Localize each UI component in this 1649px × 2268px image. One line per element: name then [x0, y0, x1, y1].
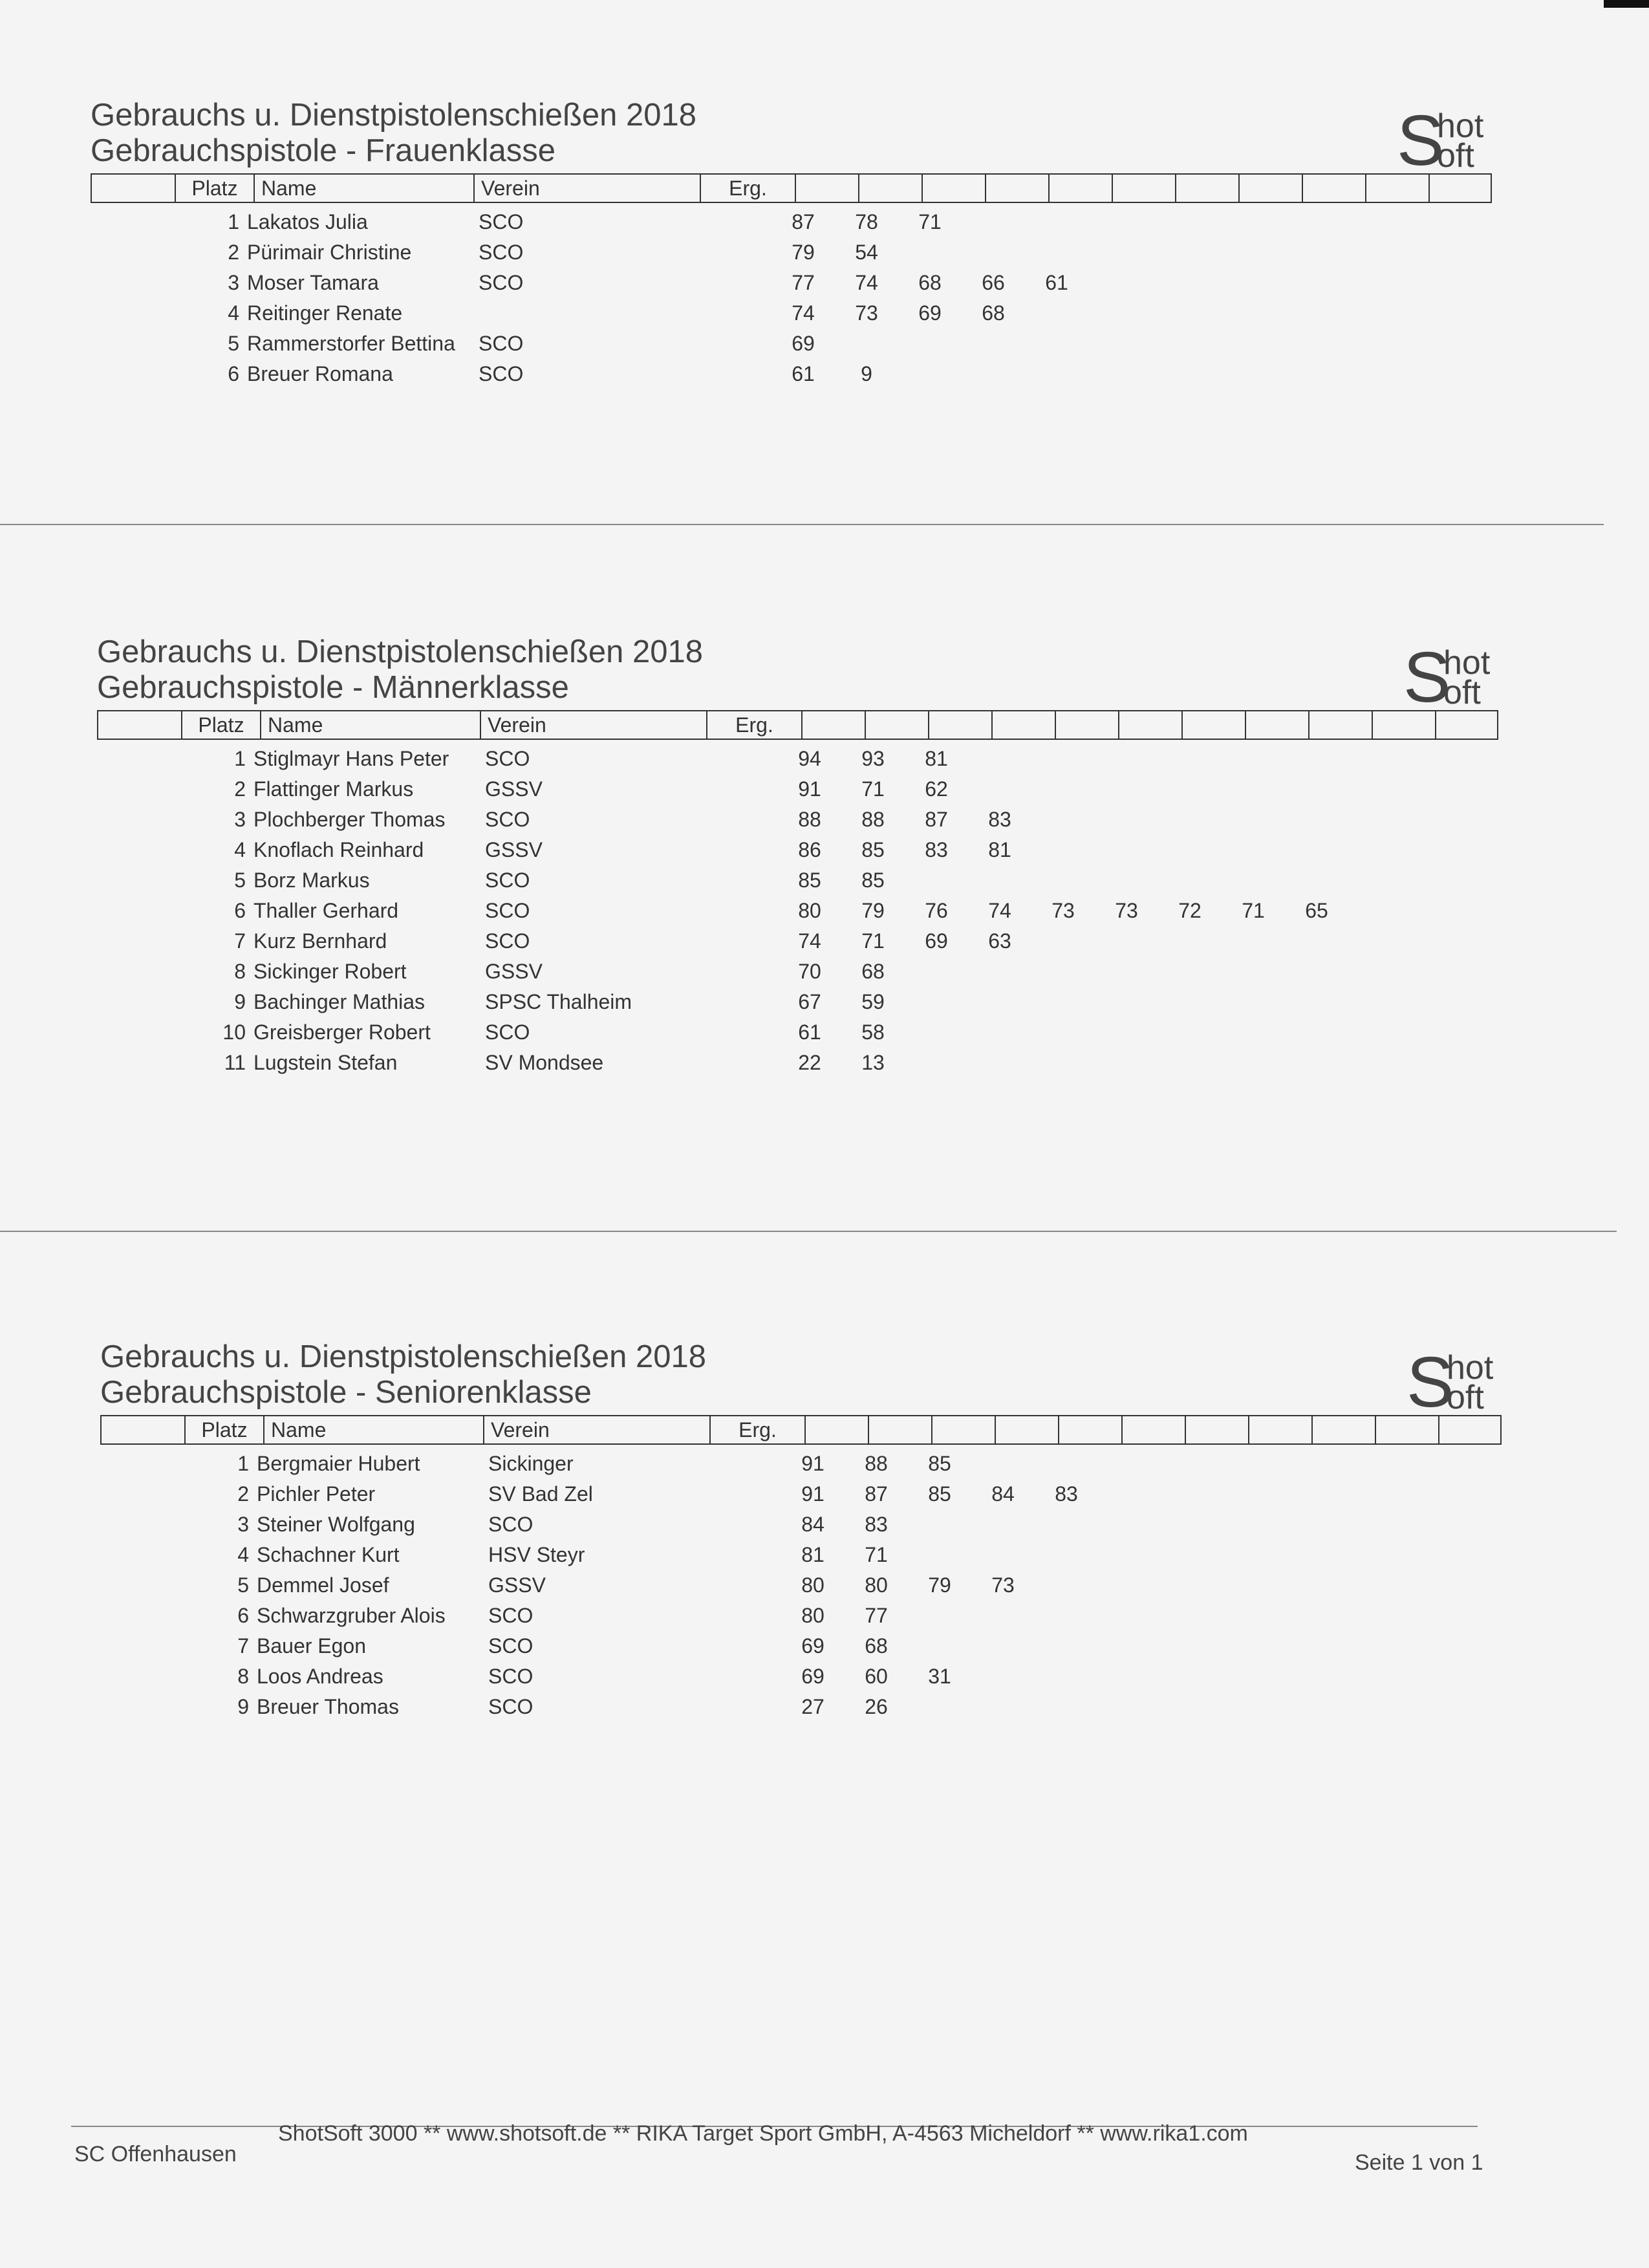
series-score-cell: 88 [865, 1452, 888, 1475]
series-score-cell: 78 [855, 210, 878, 233]
shotsoft-logo [1403, 640, 1520, 711]
table-row [97, 805, 1520, 835]
table-row [100, 1661, 1523, 1692]
table-header [97, 710, 1520, 742]
series-score-cell: 60 [865, 1665, 888, 1688]
column-header-empty [931, 1415, 995, 1445]
column-header-empty [1048, 173, 1112, 203]
column-header-empty [1112, 173, 1175, 203]
rank-cell: 1 [237, 1452, 249, 1475]
series-score-cell: 59 [861, 990, 885, 1013]
table-row [97, 744, 1520, 774]
name-cell: Lugstein Stefan [253, 1051, 398, 1074]
column-header-erg: Erg. [706, 710, 801, 740]
column-header-empty [1181, 710, 1245, 740]
column-header-empty [804, 1415, 868, 1445]
series-score-cell: 83 [1055, 1482, 1078, 1506]
club-cell: SCO [488, 1634, 534, 1658]
result-cell: 91 [798, 777, 821, 801]
column-header-verein: Verein [480, 710, 706, 740]
table-row [100, 1570, 1523, 1601]
column-header-platz: Platz [175, 173, 253, 203]
column-header-empty [985, 173, 1048, 203]
name-cell: Borz Markus [253, 869, 370, 892]
table-row [91, 268, 1513, 298]
rank-cell: 6 [237, 1604, 249, 1627]
result-cell: 86 [798, 838, 821, 861]
series-score-cell: 71 [865, 1543, 888, 1566]
section-title: Gebrauchs u. Dienstpistolenschießen 2018 [100, 1339, 707, 1374]
rank-cell: 1 [234, 747, 246, 770]
series-score-cell: 87 [865, 1482, 888, 1506]
club-cell: SCO [488, 1513, 534, 1536]
svg-text:hot: hot [1443, 644, 1491, 682]
rank-cell: 2 [228, 241, 239, 264]
table-row [97, 956, 1520, 987]
club-cell: Sickinger [488, 1452, 574, 1475]
column-header-empty [100, 1415, 184, 1445]
rank-cell: 7 [237, 1634, 249, 1658]
series-score-cell: 9 [861, 362, 872, 385]
column-header-empty [858, 173, 921, 203]
column-header-empty [1438, 1415, 1502, 1445]
column-header-empty [1302, 173, 1365, 203]
table-row [91, 329, 1513, 359]
section-maennerklasse [97, 634, 1520, 1086]
table-row [100, 1509, 1523, 1540]
column-header-empty [1435, 710, 1498, 740]
club-cell: SCO [485, 899, 530, 922]
club-cell: SV Bad Zel [488, 1482, 593, 1506]
club-cell: GSSV [485, 777, 543, 801]
club-cell: SCO [488, 1665, 534, 1688]
club-cell: SPSC Thalheim [485, 990, 632, 1013]
result-cell: 91 [801, 1482, 824, 1506]
name-cell: Greisberger Robert [253, 1021, 431, 1044]
name-cell: Pürimair Christine [247, 241, 412, 264]
result-cell: 79 [792, 241, 815, 264]
name-cell: Rammerstorfer Bettina [247, 332, 455, 355]
rank-cell: 3 [228, 271, 239, 294]
svg-text:hot: hot [1437, 107, 1484, 145]
footer-club: SC Offenhausen [74, 2142, 237, 2166]
series-score-cell: 79 [928, 1573, 951, 1597]
section-subtitle: Gebrauchspistole - Männerklasse [97, 670, 569, 705]
result-cell: 70 [798, 960, 821, 983]
svg-text:oft: oft [1437, 137, 1474, 175]
series-score-cell: 85 [928, 1482, 951, 1506]
club-cell: SCO [485, 1021, 530, 1044]
result-cell: 80 [801, 1604, 824, 1627]
column-header-empty [1308, 710, 1372, 740]
column-header-empty [97, 710, 181, 740]
series-score-cell: 62 [925, 777, 948, 801]
club-cell: SCO [485, 869, 530, 892]
name-cell: Breuer Thomas [257, 1695, 399, 1718]
rank-cell: 1 [228, 210, 239, 233]
svg-text:S: S [1397, 103, 1445, 175]
table-header [91, 173, 1513, 206]
series-score-cell: 71 [861, 929, 885, 953]
rank-cell: 5 [234, 869, 246, 892]
rank-cell: 3 [234, 808, 246, 831]
result-cell: 61 [792, 362, 815, 385]
column-header-empty [921, 173, 985, 203]
column-header-empty [1372, 710, 1435, 740]
series-score-cell: 72 [1178, 899, 1202, 922]
rank-cell: 10 [222, 1021, 246, 1044]
series-score-cell: 85 [861, 869, 885, 892]
series-score-cell: 61 [1045, 271, 1068, 294]
club-cell: SCO [479, 241, 524, 264]
rank-cell: 9 [234, 990, 246, 1013]
rank-cell: 11 [224, 1051, 246, 1074]
series-score-cell: 83 [925, 838, 948, 861]
club-cell: SCO [485, 808, 530, 831]
series-score-cell: 63 [988, 929, 1011, 953]
column-header-empty [868, 1415, 931, 1445]
footer-page-number: Seite 1 von 1 [1355, 2150, 1483, 2175]
series-score-cell: 13 [861, 1051, 885, 1074]
column-header-empty [1118, 710, 1181, 740]
series-score-cell: 26 [865, 1695, 888, 1718]
series-score-cell: 73 [855, 301, 878, 325]
name-cell: Bergmaier Hubert [257, 1452, 420, 1475]
series-score-cell: 71 [861, 777, 885, 801]
rank-cell: 3 [237, 1513, 249, 1536]
series-score-cell: 73 [991, 1573, 1015, 1597]
footer-credits: ShotSoft 3000 ** www.shotsoft.de ** RIKA Target Sport GmbH, A-4563 Micheldorf ** www.rika1.com [278, 2121, 1248, 2146]
svg-text:S: S [1406, 1345, 1454, 1416]
table-row [91, 207, 1513, 237]
rank-cell: 5 [237, 1573, 249, 1597]
series-score-cell: 76 [925, 899, 948, 922]
table-row [97, 1017, 1520, 1048]
club-cell: HSV Steyr [488, 1543, 585, 1566]
club-cell: SCO [479, 332, 524, 355]
rank-cell: 8 [237, 1665, 249, 1688]
series-score-cell: 68 [861, 960, 885, 983]
page-separator [0, 524, 1604, 525]
column-header-erg: Erg. [709, 1415, 804, 1445]
series-score-cell: 79 [861, 899, 885, 922]
club-cell: GSSV [485, 960, 543, 983]
column-header-empty [1428, 173, 1492, 203]
name-cell: Kurz Bernhard [253, 929, 387, 953]
rank-cell: 5 [228, 332, 239, 355]
rank-cell: 6 [234, 899, 246, 922]
result-cell: 91 [801, 1452, 824, 1475]
table-row [100, 1631, 1523, 1661]
result-cell: 69 [792, 332, 815, 355]
column-header-verein: Verein [473, 173, 700, 203]
series-score-cell: 85 [928, 1452, 951, 1475]
table-row [100, 1601, 1523, 1631]
column-header-empty [991, 710, 1055, 740]
column-header-empty [1245, 710, 1308, 740]
table-row [97, 865, 1520, 896]
column-header-name: Name [253, 173, 473, 203]
result-cell: 85 [798, 869, 821, 892]
table-row [97, 774, 1520, 805]
section-frauenklasse [91, 97, 1513, 550]
table-row [97, 987, 1520, 1017]
column-header-erg: Erg. [700, 173, 795, 203]
series-score-cell: 65 [1305, 899, 1328, 922]
table-row [91, 298, 1513, 329]
scan-edge-mark [1604, 0, 1649, 8]
club-cell: SCO [488, 1604, 534, 1627]
page-separator [0, 1231, 1617, 1232]
name-cell: Breuer Romana [247, 362, 393, 385]
result-cell: 94 [798, 747, 821, 770]
series-score-cell: 88 [861, 808, 885, 831]
club-cell: SCO [479, 362, 524, 385]
column-header-empty [1311, 1415, 1375, 1445]
column-header-empty [91, 173, 175, 203]
result-cell: 88 [798, 808, 821, 831]
rank-cell: 4 [228, 301, 239, 325]
series-score-cell: 68 [865, 1634, 888, 1658]
column-header-empty [1175, 173, 1238, 203]
column-header-empty [1248, 1415, 1311, 1445]
table-row [97, 835, 1520, 865]
column-header-empty [795, 173, 858, 203]
name-cell: Knoflach Reinhard [253, 838, 424, 861]
table-row [100, 1540, 1523, 1570]
series-score-cell: 74 [855, 271, 878, 294]
name-cell: Schwarzgruber Alois [257, 1604, 446, 1627]
club-cell: SCO [488, 1695, 534, 1718]
shotsoft-logo [1397, 103, 1513, 175]
series-score-cell: 77 [865, 1604, 888, 1627]
series-score-cell: 84 [991, 1482, 1015, 1506]
name-cell: Schachner Kurt [257, 1543, 400, 1566]
name-cell: Pichler Peter [257, 1482, 376, 1506]
rank-cell: 7 [234, 929, 246, 953]
column-header-empty [995, 1415, 1058, 1445]
column-header-name: Name [263, 1415, 483, 1445]
column-header-verein: Verein [483, 1415, 709, 1445]
rank-cell: 4 [237, 1543, 249, 1566]
svg-text:oft: oft [1447, 1379, 1484, 1416]
name-cell: Bauer Egon [257, 1634, 367, 1658]
rank-cell: 2 [237, 1482, 249, 1506]
name-cell: Flattinger Markus [253, 777, 414, 801]
column-header-platz: Platz [184, 1415, 263, 1445]
series-score-cell: 83 [988, 808, 1011, 831]
column-header-name: Name [260, 710, 480, 740]
series-score-cell: 69 [918, 301, 942, 325]
name-cell: Thaller Gerhard [253, 899, 399, 922]
club-cell: GSSV [488, 1573, 546, 1597]
svg-text:oft: oft [1443, 674, 1481, 711]
column-header-empty [1185, 1415, 1248, 1445]
rank-cell: 8 [234, 960, 246, 983]
series-score-cell: 54 [855, 241, 878, 264]
section-title: Gebrauchs u. Dienstpistolenschießen 2018 [97, 634, 704, 669]
name-cell: Bachinger Mathias [253, 990, 426, 1013]
name-cell: Stiglmayr Hans Peter [253, 747, 449, 770]
column-header-empty [801, 710, 865, 740]
table-header [100, 1415, 1523, 1447]
series-score-cell: 93 [861, 747, 885, 770]
column-header-empty [1055, 710, 1118, 740]
name-cell: Lakatos Julia [247, 210, 368, 233]
table-row [100, 1479, 1523, 1509]
name-cell: Plochberger Thomas [253, 808, 446, 831]
series-score-cell: 58 [861, 1021, 885, 1044]
club-cell: SV Mondsee [485, 1051, 604, 1074]
result-cell: 87 [792, 210, 815, 233]
name-cell: Loos Andreas [257, 1665, 383, 1688]
rank-cell: 6 [228, 362, 239, 385]
section-title: Gebrauchs u. Dienstpistolenschießen 2018 [91, 98, 697, 133]
club-cell: SCO [479, 210, 524, 233]
column-header-empty [865, 710, 928, 740]
series-score-cell: 80 [865, 1573, 888, 1597]
name-cell: Sickinger Robert [253, 960, 407, 983]
series-score-cell: 83 [865, 1513, 888, 1536]
result-cell: 77 [792, 271, 815, 294]
section-subtitle: Gebrauchspistole - Frauenklasse [91, 133, 556, 168]
column-header-platz: Platz [181, 710, 260, 740]
club-cell: GSSV [485, 838, 543, 861]
table-row [97, 926, 1520, 956]
series-score-cell: 85 [861, 838, 885, 861]
section-seniorenklasse [100, 1339, 1523, 1791]
results-table [97, 744, 1520, 1078]
name-cell: Demmel Josef [257, 1573, 389, 1597]
series-score-cell: 68 [982, 301, 1005, 325]
results-table [91, 207, 1513, 389]
result-cell: 74 [798, 929, 821, 953]
series-score-cell: 81 [925, 747, 948, 770]
result-cell: 22 [798, 1051, 821, 1074]
result-cell: 27 [801, 1695, 824, 1718]
rank-cell: 4 [234, 838, 246, 861]
result-cell: 80 [801, 1573, 824, 1597]
series-score-cell: 81 [988, 838, 1011, 861]
club-cell: SCO [485, 929, 530, 953]
name-cell: Steiner Wolfgang [257, 1513, 415, 1536]
result-cell: 67 [798, 990, 821, 1013]
result-cell: 84 [801, 1513, 824, 1536]
table-row [100, 1449, 1523, 1479]
column-header-empty [1238, 173, 1302, 203]
series-score-cell: 87 [925, 808, 948, 831]
svg-text:S: S [1403, 640, 1451, 711]
series-score-cell: 73 [1051, 899, 1075, 922]
series-score-cell: 74 [988, 899, 1011, 922]
svg-text:hot: hot [1447, 1349, 1494, 1387]
column-header-empty [1365, 173, 1428, 203]
name-cell: Moser Tamara [247, 271, 379, 294]
club-cell: SCO [479, 271, 524, 294]
series-score-cell: 71 [918, 210, 942, 233]
column-header-empty [1121, 1415, 1185, 1445]
column-header-empty [1375, 1415, 1438, 1445]
column-header-empty [928, 710, 991, 740]
result-cell: 74 [792, 301, 815, 325]
series-score-cell: 69 [925, 929, 948, 953]
series-score-cell: 68 [918, 271, 942, 294]
table-row [100, 1692, 1523, 1722]
result-cell: 69 [801, 1665, 824, 1688]
name-cell: Reitinger Renate [247, 301, 403, 325]
series-score-cell: 66 [982, 271, 1005, 294]
table-row [97, 896, 1520, 926]
result-cell: 80 [798, 899, 821, 922]
shotsoft-logo [1406, 1345, 1523, 1416]
results-table [100, 1449, 1523, 1722]
column-header-empty [1058, 1415, 1121, 1445]
series-score-cell: 73 [1115, 899, 1138, 922]
result-cell: 61 [798, 1021, 821, 1044]
rank-cell: 9 [237, 1695, 249, 1718]
result-cell: 69 [801, 1634, 824, 1658]
rank-cell: 2 [234, 777, 246, 801]
series-score-cell: 31 [928, 1665, 951, 1688]
result-cell: 81 [801, 1543, 824, 1566]
section-subtitle: Gebrauchspistole - Seniorenklasse [100, 1375, 592, 1410]
club-cell: SCO [485, 747, 530, 770]
series-score-cell: 71 [1242, 899, 1265, 922]
table-row [91, 237, 1513, 268]
table-row [91, 359, 1513, 389]
table-row [97, 1048, 1520, 1078]
